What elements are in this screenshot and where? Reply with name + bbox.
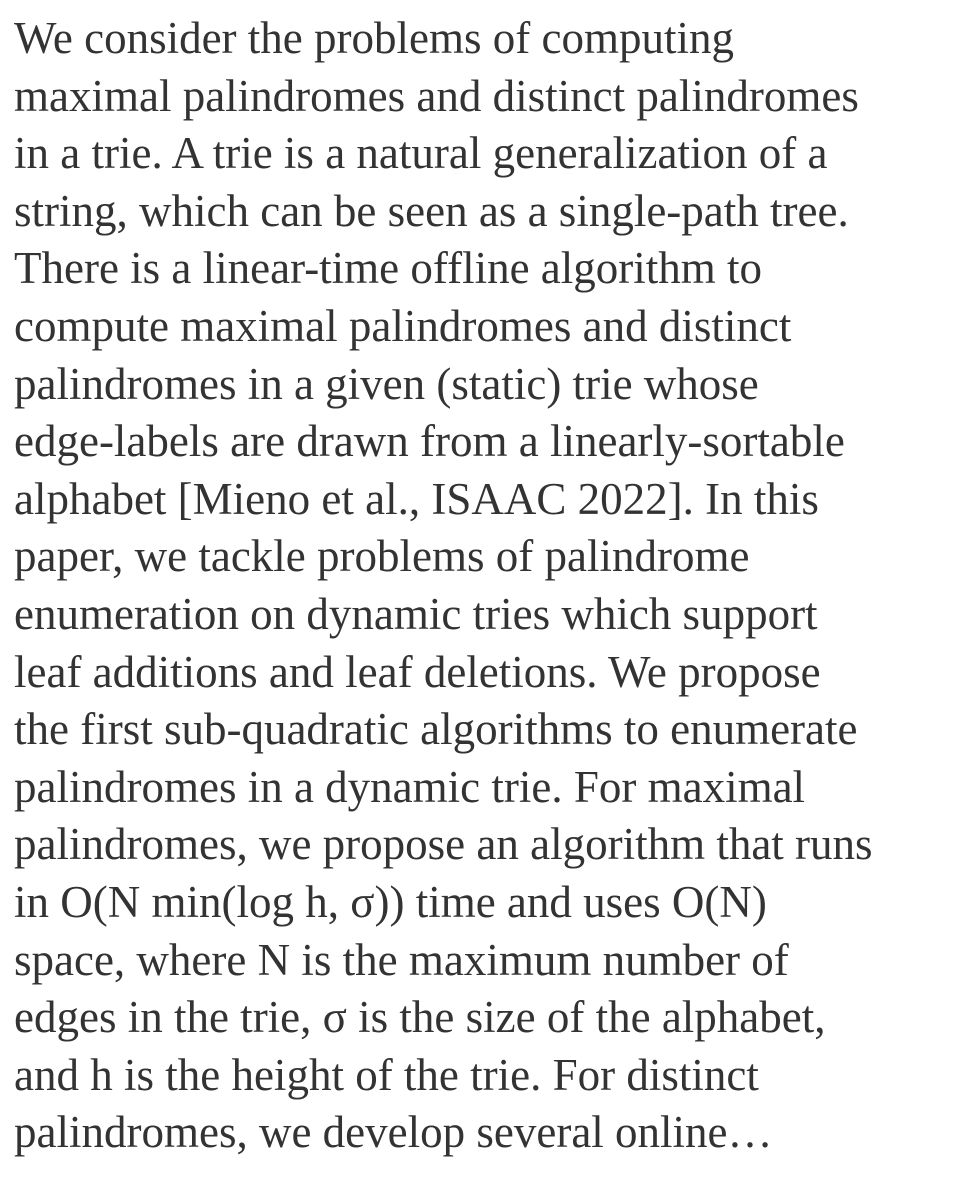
abstract-line: space, where N is the maximum number of — [14, 934, 789, 985]
abstract-line: the first sub-quadratic algorithms to enumerate — [14, 704, 858, 755]
abstract-line: palindromes, we propose an algorithm that runs — [14, 819, 873, 870]
abstract-line: There is a linear-time offline algorithm to — [14, 243, 763, 294]
abstract-line: enumeration on dynamic tries which support — [14, 588, 818, 639]
abstract-line: palindromes in a given (static) trie whose — [14, 358, 759, 409]
abstract-line: leaf additions and leaf deletions. We propose — [14, 646, 821, 697]
abstract-line: alphabet [Mieno et al., ISAAC 2022]. In this — [14, 473, 819, 524]
abstract-line: palindromes in a dynamic trie. For maximal — [14, 761, 806, 812]
abstract-line: maximal palindromes and distinct palindromes — [14, 70, 859, 121]
abstract-line: compute maximal palindromes and distinct — [14, 300, 792, 351]
abstract-line: in a trie. A trie is a natural generalization of a — [14, 128, 828, 179]
abstract-line: We consider the problems of computing — [14, 13, 734, 63]
abstract-line: palindromes, we develop several online… — [14, 1107, 773, 1158]
abstract-line: in O(N min(log h, σ)) time and uses O(N) — [14, 876, 767, 927]
abstract-text — [14, 10, 954, 1162]
abstract-line: and h is the height of the trie. For distinct — [14, 1049, 759, 1100]
abstract-line: string, which can be seen as a single-path tree. — [14, 185, 849, 236]
abstract-line: edge-labels are drawn from a linearly-sortable — [14, 416, 845, 467]
abstract-line: edges in the trie, σ is the size of the alphabet, — [14, 992, 826, 1043]
abstract-line: paper, we tackle problems of palindrome — [14, 531, 750, 582]
